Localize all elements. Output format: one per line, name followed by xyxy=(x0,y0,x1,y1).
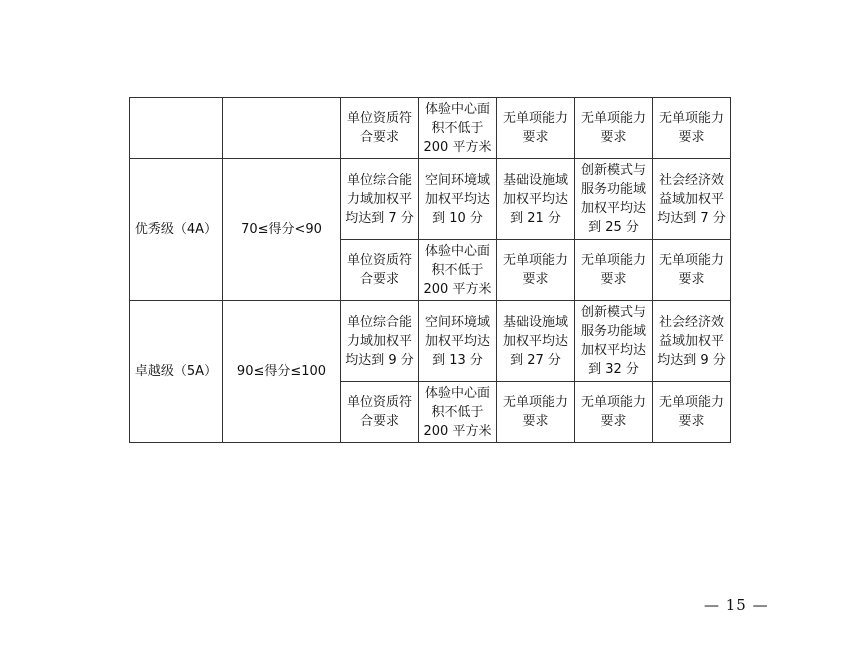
page-number: — 15 — xyxy=(704,596,769,614)
criteria-cell: 空间环境域 加权平均达 到 10 分 xyxy=(419,159,497,240)
criteria-cell: 单位综合能 力域加权平 均达到 7 分 xyxy=(341,159,419,240)
score-cell xyxy=(223,98,341,159)
criteria-cell: 体验中心面 积不低于 200 平方米 xyxy=(419,382,497,443)
criteria-cell: 创新模式与 服务功能域 加权平均达 到 25 分 xyxy=(575,159,653,240)
criteria-cell: 无单项能力 要求 xyxy=(575,240,653,301)
score-cell: 70≤得分<90 xyxy=(223,159,341,301)
level-cell: 卓越级（5A） xyxy=(130,301,223,443)
criteria-cell: 无单项能力 要求 xyxy=(497,382,575,443)
criteria-cell: 单位综合能 力域加权平 均达到 9 分 xyxy=(341,301,419,382)
criteria-cell: 基础设施域 加权平均达 到 21 分 xyxy=(497,159,575,240)
table-row xyxy=(130,301,731,382)
criteria-cell: 单位资质符 合要求 xyxy=(341,382,419,443)
criteria-cell: 无单项能力 要求 xyxy=(575,382,653,443)
criteria-cell: 无单项能力 要求 xyxy=(653,240,731,301)
score-cell: 90≤得分≤100 xyxy=(223,301,341,443)
criteria-cell: 体验中心面 积不低于 200 平方米 xyxy=(419,240,497,301)
criteria-cell: 空间环境域 加权平均达 到 13 分 xyxy=(419,301,497,382)
level-cell xyxy=(130,98,223,159)
criteria-cell: 社会经济效 益域加权平 均达到 7 分 xyxy=(653,159,731,240)
table-row xyxy=(130,159,731,240)
criteria-cell: 无单项能力 要求 xyxy=(575,98,653,159)
criteria-cell: 单位资质符 合要求 xyxy=(341,240,419,301)
level-cell: 优秀级（4A） xyxy=(130,159,223,301)
criteria-cell: 无单项能力 要求 xyxy=(653,98,731,159)
criteria-cell: 单位资质符 合要求 xyxy=(341,98,419,159)
grade-table xyxy=(129,97,731,443)
criteria-cell: 无单项能力 要求 xyxy=(497,98,575,159)
criteria-cell: 体验中心面 积不低于 200 平方米 xyxy=(419,98,497,159)
table-row xyxy=(130,98,731,159)
criteria-cell: 无单项能力 要求 xyxy=(497,240,575,301)
criteria-cell: 无单项能力 要求 xyxy=(653,382,731,443)
criteria-cell: 基础设施域 加权平均达 到 27 分 xyxy=(497,301,575,382)
criteria-cell: 创新模式与 服务功能域 加权平均达 到 32 分 xyxy=(575,301,653,382)
criteria-cell: 社会经济效 益域加权平 均达到 9 分 xyxy=(653,301,731,382)
